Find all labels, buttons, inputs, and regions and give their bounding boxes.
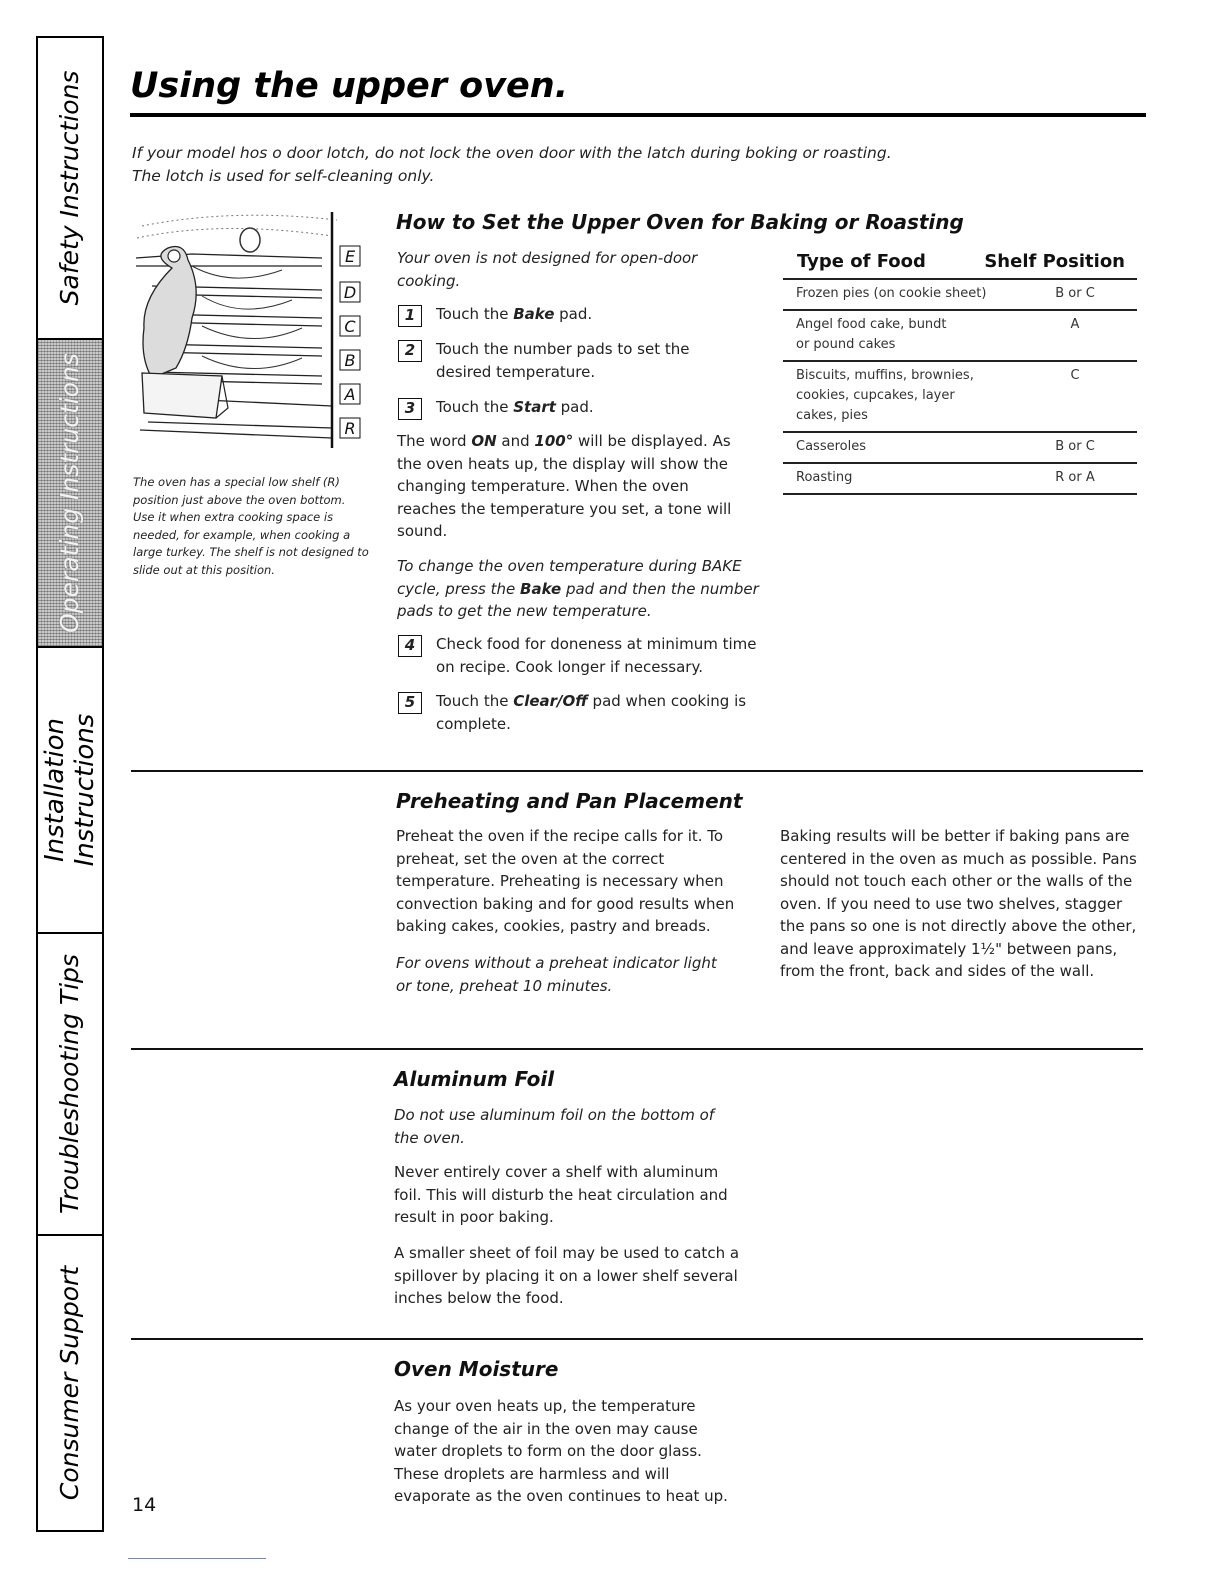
- section-divider: [131, 770, 1143, 772]
- tab-safety-instructions[interactable]: [38, 38, 102, 340]
- display-description: The word ON and 100° will be displayed. As the oven heats up, the display will show the changing temperature. When the oven reaches the temperature you set, a tone will sound.: [397, 432, 732, 540]
- tab-label: Troubleshooting Tips: [55, 954, 84, 1214]
- table-row: Casseroles B or C: [783, 433, 1137, 464]
- latch-warning-line2: The lotch is used for self-cleaning only.: [132, 167, 435, 185]
- shelf-label-d: D: [343, 283, 357, 302]
- moisture-paragraph: As your oven heats up, the temperature change of the air in the oven may cause water droplets to form on the door glass. These droplets are harmless and will evaporate as the oven continues to heat up.: [394, 1397, 728, 1505]
- shelf-position-table: [783, 248, 1137, 495]
- tab-label: Consumer Support: [55, 1265, 84, 1501]
- table-row: Frozen pies (on cookie sheet) B or C: [783, 280, 1137, 311]
- page-title: Using the upper oven.: [130, 66, 568, 106]
- shelf-label-b: B: [344, 351, 356, 370]
- start-pad-label: Start: [513, 398, 556, 416]
- tab-operating-instructions[interactable]: [38, 340, 102, 648]
- foil-paragraph-2: A smaller sheet of foil may be used to catch a spillover by placing it on a lower shelf several inches below the food.: [394, 1244, 740, 1307]
- preheat-note: For ovens without a preheat indicator light or tone, preheat 10 minutes.: [396, 954, 717, 995]
- tab-consumer-support[interactable]: [38, 1236, 102, 1530]
- preheat-section-title: Preheating and Pan Placement: [396, 789, 743, 813]
- baking-section-title: How to Set the Upper Oven for Baking or Roasting: [396, 210, 964, 234]
- table-row: Roasting R or A: [783, 464, 1137, 495]
- foil-paragraph-1: Never entirely cover a shelf with aluminum foil. This will disturb the heat circulation and result in poor baking.: [394, 1163, 728, 1226]
- table-row: Angel food cake, bundt or pound cakes A: [783, 311, 1137, 362]
- section-divider: [131, 1048, 1143, 1050]
- step-number: 2: [398, 340, 422, 362]
- table-row: Biscuits, muffins, brownies, cookies, cupcakes, layer cakes, pies C: [783, 362, 1137, 433]
- illustration-caption: The oven has a special low shelf (R) position just above the oven bottom. Use it when extra cooking space is needed, for example, when cooking a large turkey. The shelf is not designed to slide out at this position.: [133, 475, 369, 577]
- pan-placement-paragraph: Baking results will be better if baking pans are centered in the oven as much as possible. Pans should not touch each other or the walls of the oven. If you need to use two shelves, stagger the pans so one is not directly above the other, and leave approximately 1½" between pans, from the front, back and sides of the wall.: [780, 827, 1137, 980]
- clear-off-pad-label: Clear/Off: [513, 692, 588, 710]
- step-number: 1: [398, 305, 422, 327]
- step-3: 3 Touch the Start pad.: [398, 396, 768, 419]
- oven-shelf-drawing: [132, 208, 368, 456]
- latch-warning: [132, 142, 1092, 188]
- foil-section-title: Aluminum Foil: [394, 1067, 555, 1091]
- step-number: 5: [398, 692, 422, 714]
- latch-warning-line1: If your model hos o door lotch, do not lock the oven door with the latch during boking or roasting.: [132, 144, 892, 162]
- step-5: 5 Touch the Clear/Off pad when cooking is complete.: [398, 690, 758, 735]
- tab-label: Safety Instructions: [55, 70, 84, 306]
- step-number: 3: [398, 398, 422, 420]
- oven-shelf-illustration: [132, 208, 368, 456]
- column-header-food: Type of Food: [797, 251, 926, 272]
- moisture-section-title: Oven Moisture: [394, 1357, 559, 1381]
- shelf-label-r: R: [344, 419, 356, 438]
- change-temperature-note: To change the oven temperature during BAKE cycle, press the Bake pad and then the number pads to get the new temperature.: [397, 557, 759, 620]
- shelf-label-e: E: [344, 247, 356, 266]
- table-header: [783, 248, 1137, 280]
- preheat-paragraph: Preheat the oven if the recipe calls for it. To preheat, set the oven at the correct temperature. Preheating is necessary when convection baking and for good results when baking cakes, cookies, pastry and breads.: [396, 827, 735, 935]
- tab-installation-instructions[interactable]: [38, 648, 102, 934]
- tab-troubleshooting-tips[interactable]: [38, 934, 102, 1236]
- tab-label: Installation Instructions: [40, 713, 100, 867]
- shelf-label-c: C: [344, 317, 356, 336]
- open-door-note: Your oven is not designed for open-door cooking.: [397, 249, 698, 290]
- foil-warning: Do not use aluminum foil on the bottom of the oven.: [394, 1106, 715, 1147]
- shelf-label-a: A: [344, 385, 356, 404]
- section-divider: [131, 1338, 1143, 1340]
- section-tab-bar: [36, 36, 104, 1532]
- step-4: 4 Check food for doneness at minimum time on recipe. Cook longer if necessary.: [398, 633, 778, 678]
- step-2: 2 Touch the number pads to set the desired temperature.: [398, 338, 718, 383]
- page-number: 14: [132, 1494, 157, 1516]
- column-header-shelf: Shelf Position: [984, 251, 1125, 272]
- bake-pad-label: Bake: [513, 305, 555, 323]
- title-divider: [130, 113, 1146, 117]
- step-number: 4: [398, 635, 422, 657]
- step-1: 1 Touch the Bake pad.: [398, 303, 768, 326]
- tab-label: Operating Instructions: [55, 353, 84, 633]
- footer-line: [128, 1558, 266, 1559]
